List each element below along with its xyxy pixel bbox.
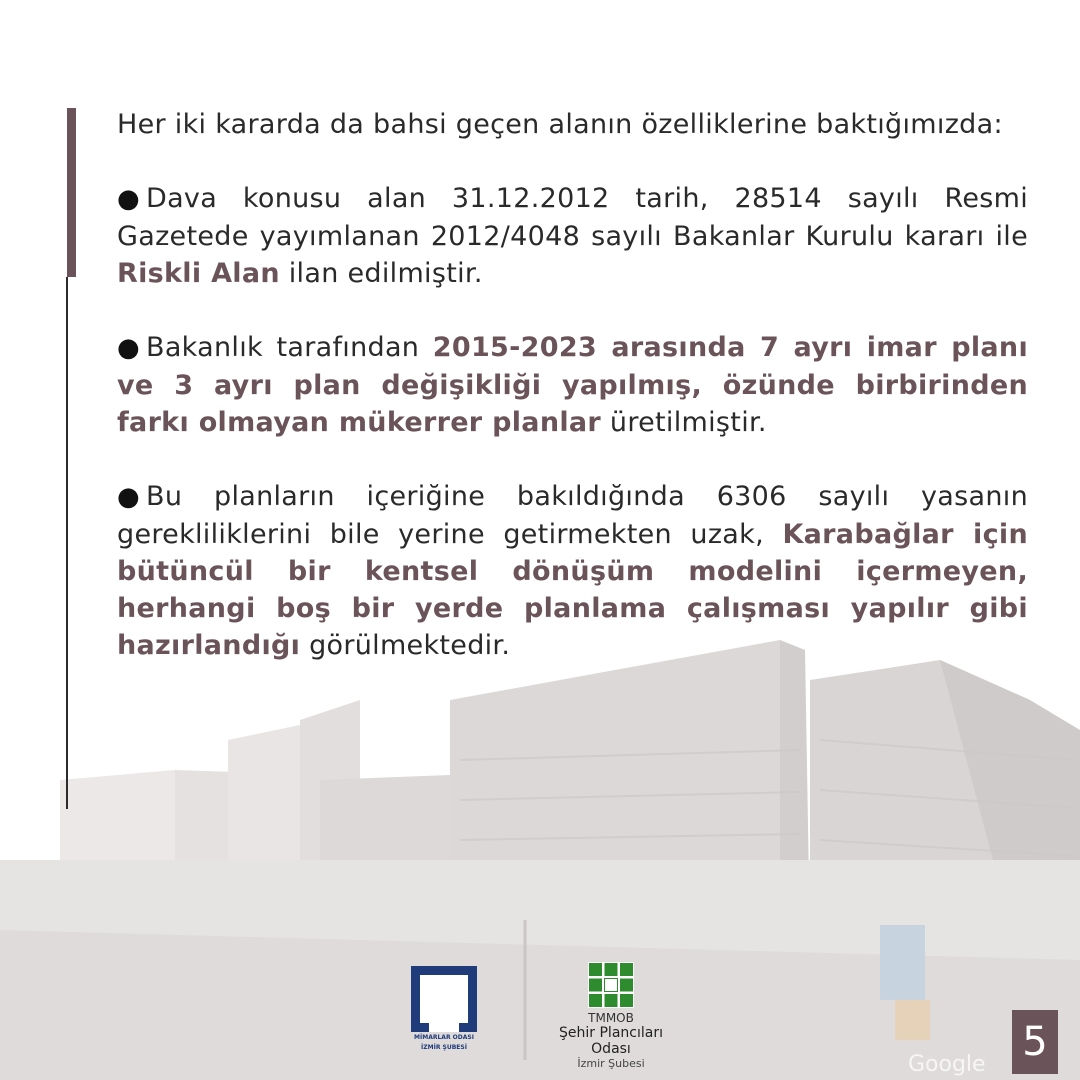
bullet-item-risky-area bbox=[117, 180, 1028, 292]
item3-text-b: görülmektedir. bbox=[300, 630, 511, 661]
item1-highlight: Riskli Alan bbox=[117, 258, 280, 289]
sehir-plancilari-logo bbox=[538, 962, 684, 1070]
item2-text-b: üretilmiştir. bbox=[601, 407, 767, 438]
sehir-plancilari-branch: İzmir Şubesi bbox=[577, 1057, 645, 1070]
item1-text-a: Dava konusu alan 31.12.2012 tarih, 28514 sayılı Resmi Gazetede yayımlanan 2012/4048 sayılı Bakanlar Kurulu kararı ile bbox=[117, 183, 1028, 252]
item1-text-b: ilan edilmiştir. bbox=[279, 258, 483, 289]
bullet-icon: ● bbox=[117, 184, 140, 214]
intro-paragraph: Her iki kararda da bahsi geçen alanın özelliklerine baktığımızda: bbox=[117, 109, 1003, 140]
main-text-block bbox=[117, 106, 1028, 664]
mimarlar-odasi-line2: İZMİR ŞUBESİ bbox=[421, 1044, 467, 1051]
bullet-item-plan-content bbox=[117, 478, 1028, 664]
tmmob-label: TMMOB bbox=[588, 1011, 634, 1025]
item3-highlight: Karabağlar için bütüncül bir kentsel dönüşüm modelini içermeyen, herhangi boş bir yerde planlama çalışması yapılır gibi hazırlandığı bbox=[117, 519, 1028, 661]
vertical-rule bbox=[66, 277, 68, 809]
item3-text-a: Bu planların içeriğine bakıldığında 6306 sayılı yasanın gerekliliklerini bile yerine getirmekten uzak, bbox=[117, 481, 1028, 550]
sehir-plancilari-name: Şehir Plancıları Odası bbox=[559, 1025, 663, 1057]
page-number-badge: 5 bbox=[1012, 1010, 1058, 1074]
mimarlar-odasi-line1: MİMARLAR ODASI bbox=[414, 1034, 474, 1041]
item2-highlight: 2015-2023 arasında 7 ayrı imar planı ve 3 ayrı plan değişikliği yapılmış, özünde birbirinden farkı olmayan mükerrer planlar bbox=[117, 332, 1028, 438]
sehir-plancilari-grid-icon bbox=[588, 962, 634, 1008]
mimarlar-odasi-mark-icon bbox=[411, 966, 477, 1032]
item2-text-a: Bakanlık tarafından bbox=[146, 332, 433, 363]
bullet-icon: ● bbox=[117, 482, 140, 512]
accent-bar bbox=[67, 108, 76, 277]
mimarlar-odasi-logo bbox=[410, 966, 478, 1052]
google-watermark: Google bbox=[908, 1052, 986, 1077]
bullet-item-plans bbox=[117, 329, 1028, 441]
bullet-icon: ● bbox=[117, 333, 140, 363]
